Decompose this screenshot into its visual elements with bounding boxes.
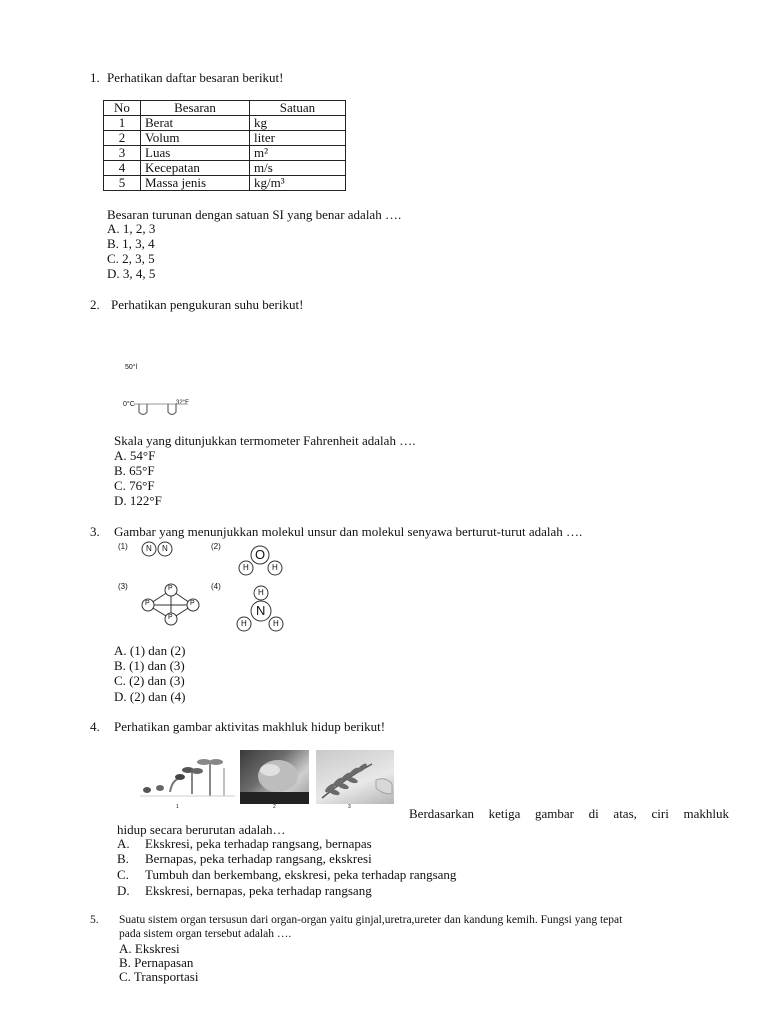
q4-option-c-letter[interactable]: C.: [117, 867, 129, 882]
atom-h: H: [258, 588, 264, 597]
table-row: [104, 116, 346, 131]
table-cell: 3: [104, 146, 141, 161]
q4-option-b[interactable]: Bernapas, peka terhadap rangsang, ekskresi: [145, 851, 372, 866]
table-cell: Volum: [141, 131, 250, 146]
q5-number: 5.: [90, 914, 99, 926]
table-cell: Kecepatan: [141, 161, 250, 176]
q4-question: Perhatikan gambar aktivitas makhluk hidup berikut!: [114, 719, 386, 734]
breathing-image: [240, 750, 309, 804]
q4-option-a-letter[interactable]: A.: [117, 836, 130, 851]
q4-option-a[interactable]: Ekskresi, peka terhadap rangsang, bernapas: [145, 836, 372, 851]
besaran-table: [103, 100, 346, 191]
growth-image: [140, 750, 235, 802]
q1-question: Perhatikan daftar besaran berikut!: [107, 70, 284, 85]
table-header: Besaran: [141, 101, 250, 116]
q4-option-d[interactable]: Ekskresi, bernapas, peka terhadap rangsang: [145, 883, 372, 898]
q1-option-b[interactable]: B. 1, 3, 4: [107, 236, 155, 251]
atom-h: H: [272, 563, 278, 572]
thermometer-icon: [120, 360, 200, 420]
mimosa-leaf-icon: [316, 750, 394, 804]
q3-question: Gambar yang menunjukkan molekul unsur dan molekul senyawa berturut-turut adalah ….: [114, 524, 583, 539]
q3-number: 3.: [90, 524, 100, 539]
q2-prompt: Skala yang ditunjukkan termometer Fahrenheit adalah ….: [114, 433, 416, 448]
table-cell: 4: [104, 161, 141, 176]
q2-option-a[interactable]: A. 54°F: [114, 448, 156, 463]
q4-prompt-line2: hidup secara berurutan adalah…: [117, 822, 286, 837]
figure-label-1: (1): [118, 542, 128, 551]
atom-n: N: [146, 544, 152, 553]
table-row: [104, 161, 346, 176]
table-header: Satuan: [250, 101, 346, 116]
q5-question-line2: pada sistem organ tersebut adalah ….: [119, 928, 292, 940]
image-label-3: 3: [348, 804, 351, 810]
atom-o: O: [255, 547, 266, 562]
q4-option-d-letter[interactable]: D.: [117, 883, 130, 898]
image-label-1: 1: [176, 804, 179, 810]
table-header: No: [104, 101, 141, 116]
q4-option-c[interactable]: Tumbuh dan berkembang, ekskresi, peka terhadap rangsang: [145, 867, 457, 882]
q2-option-d[interactable]: D. 122°F: [114, 493, 162, 508]
figure-label-2: (2): [211, 542, 221, 551]
q2-option-b[interactable]: B. 65°F: [114, 463, 155, 478]
table-cell: kg/m³: [250, 176, 346, 191]
q3-option-a[interactable]: A. (1) dan (2): [114, 643, 186, 658]
figure-label-4: (4): [211, 582, 221, 591]
table-cell: 1: [104, 116, 141, 131]
q2-question: Perhatikan pengukuran suhu berikut!: [111, 297, 304, 312]
table-cell: Massa jenis: [141, 176, 250, 191]
q5-option-c[interactable]: C. Transportasi: [119, 969, 199, 984]
table-row: [104, 146, 346, 161]
atom-n: N: [162, 544, 168, 553]
thermometer-figure: [120, 360, 200, 420]
atom-p: P: [168, 614, 173, 621]
thermo-label-celsius: 0°C: [123, 401, 135, 408]
table-cell: 2: [104, 131, 141, 146]
table-cell: m/s: [250, 161, 346, 176]
image-label-2: 2: [273, 804, 276, 810]
table-cell: Berat: [141, 116, 250, 131]
atom-h: H: [241, 619, 247, 628]
q3-option-d[interactable]: D. (2) dan (4): [114, 689, 186, 704]
atom-p: P: [145, 600, 150, 607]
q1-prompt: Besaran turunan dengan satuan SI yang benar adalah ….: [107, 207, 402, 222]
atom-p: P: [190, 600, 195, 607]
q3-option-b[interactable]: B. (1) dan (3): [114, 658, 185, 673]
q1-option-d[interactable]: D. 3, 4, 5: [107, 266, 156, 281]
table-cell: liter: [250, 131, 346, 146]
q4-prompt-line1: Berdasarkan ketiga gambar di atas, ciri makhluk: [409, 806, 729, 821]
atom-n: N: [256, 603, 266, 618]
q4-number: 4.: [90, 719, 100, 734]
table-header-row: [104, 101, 346, 116]
person-breathing-icon: [240, 750, 309, 804]
touch-plant-image: [316, 750, 394, 804]
atom-p: P: [168, 585, 173, 592]
q5-question-line1: Suatu sistem organ tersusun dari organ-organ yaitu ginjal,uretra,ureter dan kandung kemih. Fungsi yang tepat: [119, 914, 623, 926]
molecule-diagrams: [115, 540, 295, 635]
molecule-figure: [115, 540, 295, 635]
q2-number: 2.: [90, 297, 100, 312]
q4-option-b-letter[interactable]: B.: [117, 851, 129, 866]
table-cell: kg: [250, 116, 346, 131]
q3-option-c[interactable]: C. (2) dan (3): [114, 673, 185, 688]
q5-option-a[interactable]: A. Ekskresi: [119, 941, 180, 956]
q5-option-b[interactable]: B. Pernapasan: [119, 955, 194, 970]
table-cell: m²: [250, 146, 346, 161]
figure-label-3: (3): [118, 582, 128, 591]
q1-option-c[interactable]: C. 2, 3, 5: [107, 251, 155, 266]
q1-number: 1.: [90, 70, 100, 85]
q1-option-a[interactable]: A. 1, 2, 3: [107, 221, 156, 236]
seedling-growth-icon: [140, 750, 235, 802]
table-cell: 5: [104, 176, 141, 191]
table-row: [104, 131, 346, 146]
atom-h: H: [273, 619, 279, 628]
atom-h: H: [243, 563, 249, 572]
table-row: [104, 176, 346, 191]
table-cell: Luas: [141, 146, 250, 161]
thermo-label-fahrenheit: 32°F: [176, 400, 189, 406]
q2-option-c[interactable]: C. 76°F: [114, 478, 155, 493]
thermo-label-top: 50°l: [125, 364, 138, 371]
